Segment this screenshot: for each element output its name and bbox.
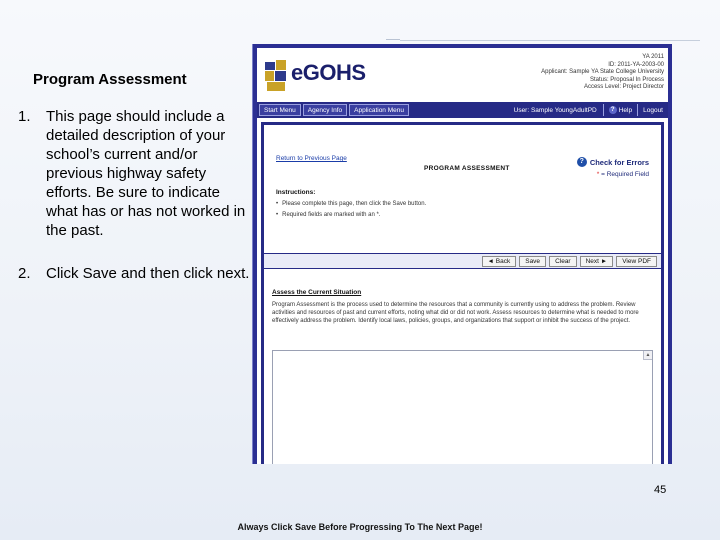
slide-divider	[400, 40, 700, 41]
instruction-number: 2.	[18, 265, 31, 282]
section-description: Program Assessment is the process used to determine the resources that a community is currently using to address the problem. Review activities and resources of past and current efforts, noting what did or did not work. Assess resources to determine what is needed to more effectively address the problem. Identify local laws, policies, groups, and organizations that support or inhibit the success of the project.	[272, 302, 639, 324]
return-to-previous-link[interactable]: Return to Previous Page	[276, 155, 347, 162]
program-year: YA 2011	[642, 54, 664, 60]
section-title: Assess the Current Situation	[272, 289, 362, 296]
application-menu-button[interactable]: Application Menu	[349, 104, 409, 116]
instruction-list	[18, 107, 250, 283]
required-star: *	[596, 171, 600, 178]
scroll-up-arrow-icon[interactable]: ▲	[643, 351, 652, 360]
application-status: Status: Proposal In Process	[589, 76, 664, 83]
form-toolbar	[264, 253, 661, 269]
check-errors-label: Check for Errors	[589, 157, 649, 167]
nav-divider	[637, 104, 638, 116]
application-info	[541, 54, 664, 92]
page-heading: PROGRAM ASSESSMENT	[424, 165, 510, 172]
app-window	[257, 48, 668, 464]
check-for-errors-button[interactable]	[577, 157, 649, 167]
instruction-line-text: Required fields are marked with an *.	[282, 212, 381, 218]
instruction-line-text: Please complete this page, then click the Save button.	[282, 201, 427, 207]
instruction-item	[18, 107, 250, 240]
egohs-logo-icon	[261, 58, 291, 94]
slide-corner-mark	[386, 30, 400, 40]
slide-title: Program Assessment	[33, 71, 187, 88]
next-button[interactable]: Next ►	[580, 256, 614, 267]
app-header	[257, 48, 668, 102]
footer-note: Always Click Save Before Progressing To The Next Page!	[237, 522, 483, 532]
assessment-textarea[interactable]	[272, 350, 653, 464]
help-icon: ?	[609, 106, 617, 114]
save-button[interactable]: Save	[519, 256, 546, 267]
instruction-line	[276, 199, 426, 210]
start-menu-button[interactable]: Start Menu	[259, 104, 301, 116]
bullet-icon: •	[276, 212, 279, 218]
clear-button[interactable]: Clear	[549, 256, 577, 267]
app-logo-text: eGOHS	[291, 60, 366, 85]
instruction-line	[276, 210, 426, 221]
instructions-title: Instructions:	[276, 189, 316, 196]
help-label: Help	[618, 106, 633, 114]
access-level: Access Level: Project Director	[583, 84, 664, 90]
required-field-legend	[597, 171, 649, 178]
slide-page-number: 45	[654, 484, 667, 496]
instruction-text: Click Save and then click next.	[46, 265, 250, 282]
logout-button[interactable]: Logout	[643, 106, 663, 114]
question-icon: ?	[577, 157, 587, 167]
help-button[interactable]	[606, 106, 635, 114]
bullet-icon: •	[276, 201, 279, 207]
page-content	[261, 122, 664, 464]
instruction-item	[18, 264, 250, 283]
main-nav	[257, 102, 668, 118]
nav-divider	[603, 104, 604, 116]
agency-info-button[interactable]: Agency Info	[303, 104, 347, 116]
back-button[interactable]: ◄ Back	[482, 256, 517, 267]
required-field-label: = Required Field	[599, 171, 649, 178]
view-pdf-button[interactable]: View PDF	[616, 256, 657, 267]
applicant-name: Applicant: Sample YA State College University	[541, 69, 664, 75]
instruction-text: This page should include a detailed description of your school’s current and/or previous highway safety efforts. Be sure to indicate what has or has not worked in the past.	[46, 108, 246, 239]
instruction-number: 1.	[18, 108, 31, 125]
user-label: User: Sample YoungAdultPD	[513, 106, 597, 114]
instructions-list	[276, 199, 426, 221]
application-id: ID: 2011-YA-2003-00	[608, 61, 664, 68]
app-screenshot	[252, 44, 672, 464]
